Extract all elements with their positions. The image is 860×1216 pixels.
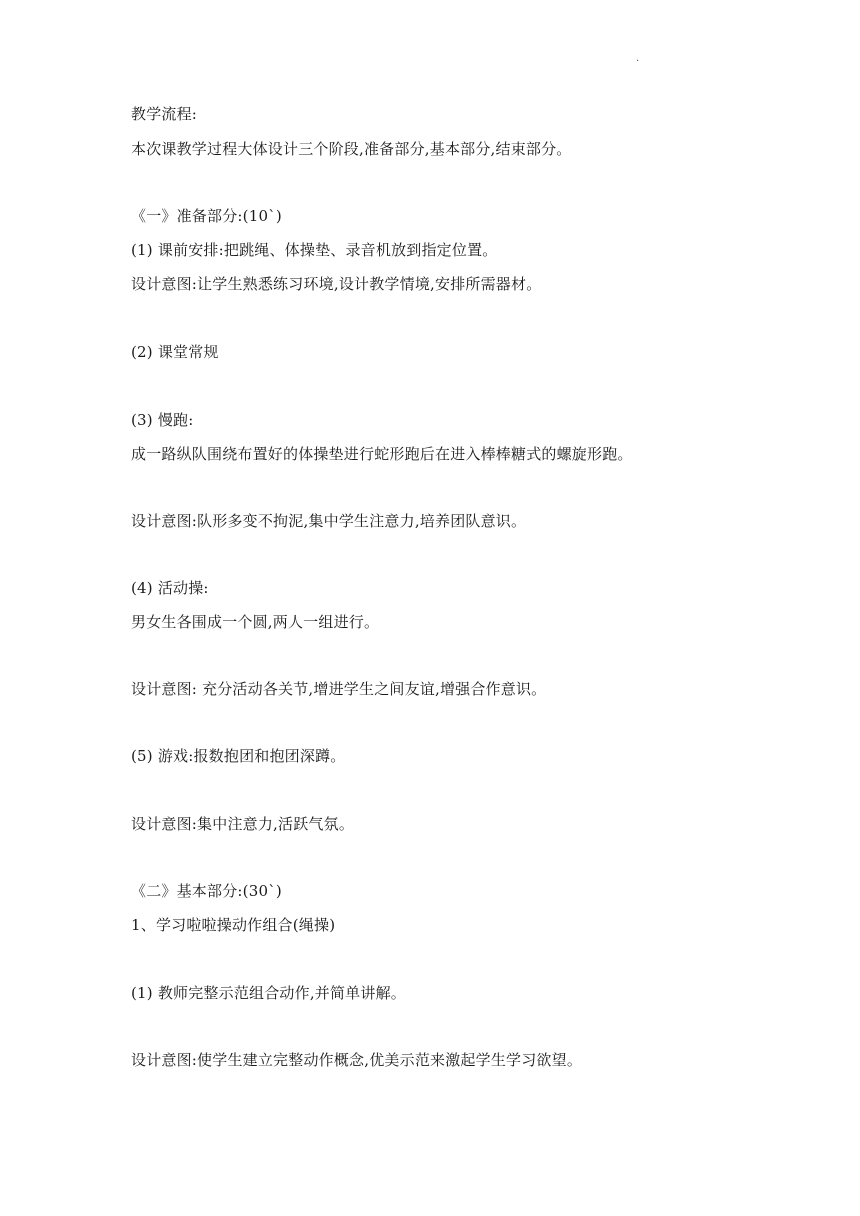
design-intent-3: 设计意图: 充分活动各关节,增进学生之间友谊,增强合作意识。 xyxy=(131,680,547,698)
item-cheerleading-combination: 1、学习啦啦操动作组合(绳操) xyxy=(131,916,336,934)
item-warmup-exercise: (4) 活动操: xyxy=(131,579,209,597)
paragraph-overview: 本次课教学过程大体设计三个阶段,准备部分,基本部分,结束部分。 xyxy=(131,140,572,158)
design-intent-4: 设计意图:集中注意力,活跃气氛。 xyxy=(131,815,355,833)
paragraph-warmup-description: 男女生各围成一个圆,两人一组进行。 xyxy=(131,613,380,631)
design-intent-1: 设计意图:让学生熟悉练习环境,设计教学情境,安排所需器材。 xyxy=(131,275,542,293)
item-class-routine: (2) 课堂常规 xyxy=(131,343,219,361)
design-intent-5: 设计意图:使学生建立完整动作概念,优美示范来激起学生学习欲望。 xyxy=(131,1051,583,1069)
item-game: (5) 游戏:报数抱团和抱团深蹲。 xyxy=(131,747,346,765)
section-heading-basic: 《二》基本部分:(30`) xyxy=(131,882,282,900)
item-teacher-demonstration: (1) 教师完整示范组合动作,并简单讲解。 xyxy=(131,984,406,1002)
section-heading-preparation: 《一》准备部分:(10`) xyxy=(131,207,282,225)
paragraph-jogging-description: 成一路纵队围绕布置好的体操垫进行蛇形跑后在进入棒棒糖式的螺旋形跑。 xyxy=(131,445,633,463)
design-intent-2: 设计意图:队形多变不拘泥,集中学生注意力,培养团队意识。 xyxy=(131,512,527,530)
header-mark: · xyxy=(636,56,640,67)
item-jogging: (3) 慢跑: xyxy=(131,411,194,429)
heading-teaching-process: 教学流程: xyxy=(131,105,198,123)
item-pre-class-arrangement: (1) 课前安排:把跳绳、体操垫、录音机放到指定位置。 xyxy=(131,241,498,259)
